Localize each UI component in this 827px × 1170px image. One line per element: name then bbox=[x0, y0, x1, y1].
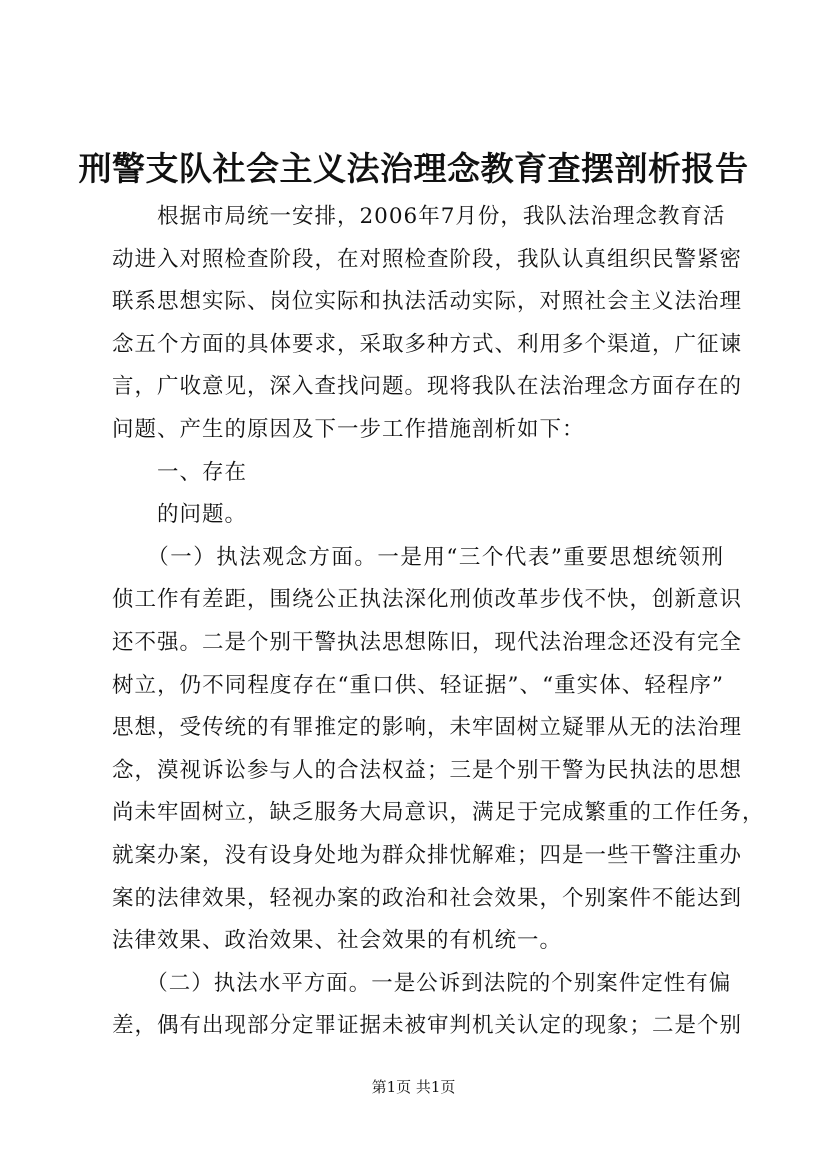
body-line: 念，漠视诉讼参与人的合法权益；三是个别干警为民执法的思想 bbox=[112, 757, 743, 783]
body-line: 案的法律效果，轻视办案的政治和社会效果，个别案件不能达到 bbox=[112, 885, 743, 911]
body-line: （一）执法观念方面。一是用“三个代表”重要思想统领刑 bbox=[112, 544, 724, 570]
document-title: 刑警支队社会主义法治理念教育查摆剖析报告 bbox=[78, 149, 749, 188]
body-line: 问题、产生的原因及下一步工作措施剖析如下： bbox=[112, 416, 585, 442]
body-line: 差，偶有出现部分定罪证据未被审判机关认定的现象；二是个别 bbox=[112, 1013, 743, 1039]
body-line: 侦工作有差距，围绕公正执法深化刑侦改革步伐不快，创新意识 bbox=[112, 587, 743, 613]
body-line: 动进入对照检查阶段，在对照检查阶段，我队认真组织民警紧密 bbox=[112, 246, 743, 272]
body-line: 法律效果、政治效果、社会效果的有机统一。 bbox=[112, 928, 563, 954]
body-line: 树立，仍不同程度存在“重口供、轻证据”、“重实体、轻程序” bbox=[112, 672, 724, 698]
body-line: 思想，受传统的有罪推定的影响，未牢固树立疑罪从无的法治理 bbox=[112, 715, 743, 741]
body-line: 的问题。 bbox=[112, 502, 248, 528]
body-line: 一、存在 bbox=[112, 459, 248, 485]
body-line: 根据市局统一安排，2006年7月份，我队法治理念教育活 bbox=[112, 204, 726, 229]
document-body bbox=[112, 196, 765, 1048]
body-line: （二）执法水平方面。一是公诉到法院的个别案件定性有偏 bbox=[112, 970, 732, 996]
body-line: 念五个方面的具体要求，采取多种方式、利用多个渠道，广征谏 bbox=[112, 331, 743, 357]
body-line: 就案办案，没有设身处地为群众排忧解难；四是一些干警注重办 bbox=[112, 842, 743, 868]
body-line: 联系思想实际、岗位实际和执法活动实际，对照社会主义法治理 bbox=[112, 289, 743, 315]
body-line: 还不强。二是个别干警执法思想陈旧，现代法治理念还没有完全 bbox=[112, 629, 743, 655]
body-line: 言，广收意见，深入查找问题。现将我队在法治理念方面存在的 bbox=[112, 374, 743, 400]
body-line: 尚未牢固树立，缺乏服务大局意识，满足于完成繁重的工作任务， bbox=[112, 800, 765, 826]
page-footer: 第1页 共1页 bbox=[371, 1078, 456, 1096]
